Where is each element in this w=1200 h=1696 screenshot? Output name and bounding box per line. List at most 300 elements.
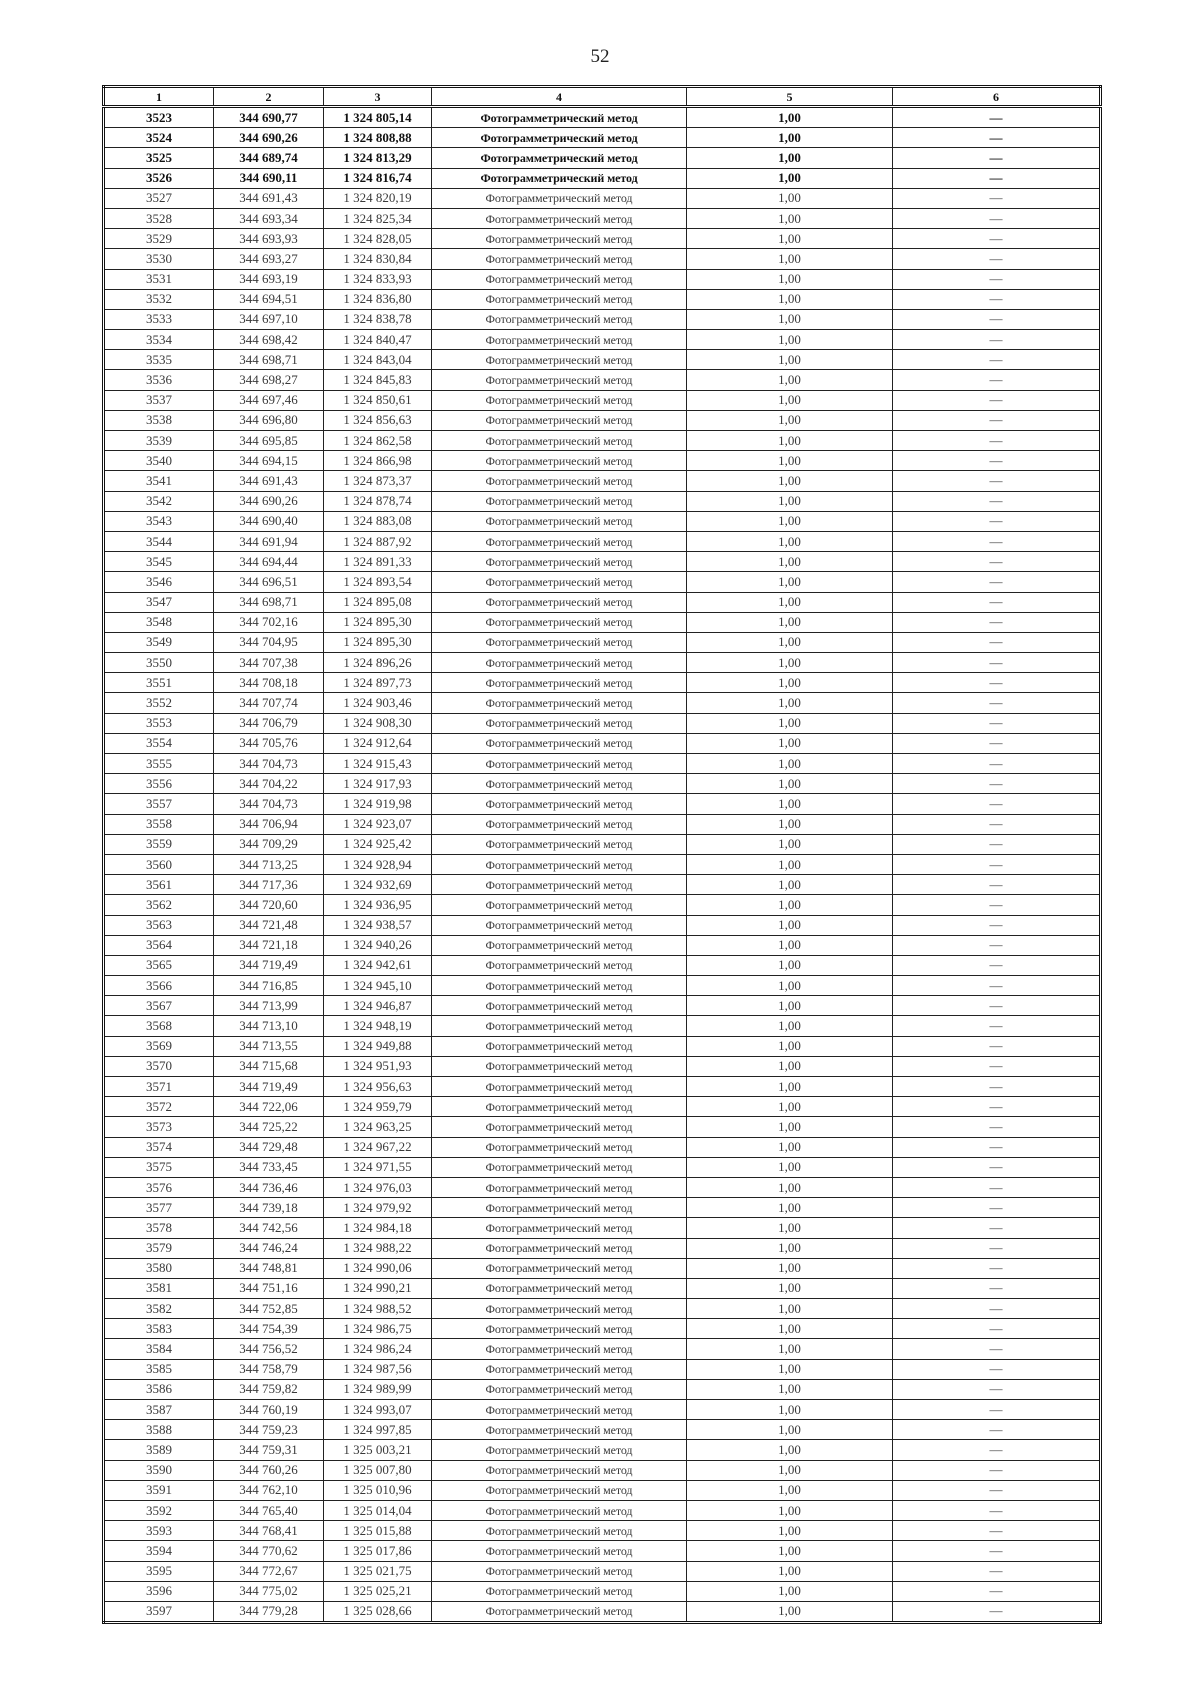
point-number-cell: 3529 <box>104 229 214 249</box>
method-cell: Фотограмметрический метод <box>432 350 687 370</box>
note-cell: — <box>893 632 1101 652</box>
y-coordinate-cell: 1 325 017,86 <box>324 1541 432 1561</box>
y-coordinate-cell: 1 324 896,26 <box>324 653 432 673</box>
accuracy-cell: 1,00 <box>687 451 893 471</box>
method-cell: Фотограмметрический метод <box>432 491 687 511</box>
note-cell: — <box>893 1420 1101 1440</box>
note-cell: — <box>893 1056 1101 1076</box>
table-row <box>104 229 1101 249</box>
method-cell: Фотограмметрический метод <box>432 552 687 572</box>
method-cell: Фотограмметрический метод <box>432 107 687 128</box>
accuracy-cell: 1,00 <box>687 854 893 874</box>
point-number-cell: 3535 <box>104 350 214 370</box>
point-number-cell: 3569 <box>104 1036 214 1056</box>
accuracy-cell: 1,00 <box>687 653 893 673</box>
point-number-cell: 3530 <box>104 249 214 269</box>
y-coordinate-cell: 1 324 997,85 <box>324 1420 432 1440</box>
table-row <box>104 1137 1101 1157</box>
note-cell: — <box>893 754 1101 774</box>
table-row <box>104 632 1101 652</box>
accuracy-cell: 1,00 <box>687 1016 893 1036</box>
y-coordinate-cell: 1 324 828,05 <box>324 229 432 249</box>
point-number-cell: 3584 <box>104 1339 214 1359</box>
point-number-cell: 3574 <box>104 1137 214 1157</box>
note-cell: — <box>893 875 1101 895</box>
table-body <box>104 107 1101 1623</box>
method-cell: Фотограмметрический метод <box>432 592 687 612</box>
note-cell: — <box>893 289 1101 309</box>
y-coordinate-cell: 1 324 843,04 <box>324 350 432 370</box>
x-coordinate-cell: 344 736,46 <box>214 1177 324 1197</box>
x-coordinate-cell: 344 768,41 <box>214 1521 324 1541</box>
method-cell: Фотограмметрический метод <box>432 713 687 733</box>
x-coordinate-cell: 344 690,26 <box>214 128 324 148</box>
method-cell: Фотограмметрический метод <box>432 249 687 269</box>
accuracy-cell: 1,00 <box>687 733 893 753</box>
method-cell: Фотограмметрический метод <box>432 1400 687 1420</box>
note-cell: — <box>893 1198 1101 1218</box>
accuracy-cell: 1,00 <box>687 1500 893 1520</box>
x-coordinate-cell: 344 754,39 <box>214 1319 324 1339</box>
method-cell: Фотограмметрический метод <box>432 1198 687 1218</box>
note-cell: — <box>893 1480 1101 1500</box>
point-number-cell: 3575 <box>104 1157 214 1177</box>
x-coordinate-cell: 344 708,18 <box>214 673 324 693</box>
y-coordinate-cell: 1 324 945,10 <box>324 976 432 996</box>
x-coordinate-cell: 344 697,10 <box>214 309 324 329</box>
note-cell: — <box>893 693 1101 713</box>
table-row <box>104 1601 1101 1622</box>
y-coordinate-cell: 1 325 010,96 <box>324 1480 432 1500</box>
table-row <box>104 774 1101 794</box>
point-number-cell: 3576 <box>104 1177 214 1197</box>
y-coordinate-cell: 1 325 007,80 <box>324 1460 432 1480</box>
point-number-cell: 3528 <box>104 208 214 228</box>
point-number-cell: 3539 <box>104 431 214 451</box>
point-number-cell: 3573 <box>104 1117 214 1137</box>
note-cell: — <box>893 1097 1101 1117</box>
table-row <box>104 289 1101 309</box>
table-row <box>104 128 1101 148</box>
method-cell: Фотограмметрический метод <box>432 754 687 774</box>
x-coordinate-cell: 344 698,42 <box>214 330 324 350</box>
method-cell: Фотограмметрический метод <box>432 1157 687 1177</box>
method-cell: Фотограмметрический метод <box>432 653 687 673</box>
method-cell: Фотограмметрический метод <box>432 1036 687 1056</box>
accuracy-cell: 1,00 <box>687 1056 893 1076</box>
method-cell: Фотограмметрический метод <box>432 1097 687 1117</box>
note-cell: — <box>893 1177 1101 1197</box>
method-cell: Фотограмметрический метод <box>432 1056 687 1076</box>
note-cell: — <box>893 653 1101 673</box>
table-row <box>104 834 1101 854</box>
note-cell: — <box>893 1500 1101 1520</box>
table-row <box>104 794 1101 814</box>
note-cell: — <box>893 1379 1101 1399</box>
x-coordinate-cell: 344 690,77 <box>214 107 324 128</box>
point-number-cell: 3597 <box>104 1601 214 1622</box>
x-coordinate-cell: 344 713,10 <box>214 1016 324 1036</box>
point-number-cell: 3578 <box>104 1218 214 1238</box>
accuracy-cell: 1,00 <box>687 370 893 390</box>
method-cell: Фотограмметрический метод <box>432 1117 687 1137</box>
point-number-cell: 3570 <box>104 1056 214 1076</box>
accuracy-cell: 1,00 <box>687 1521 893 1541</box>
note-cell: — <box>893 148 1101 168</box>
method-cell: Фотограмметрический метод <box>432 511 687 531</box>
table-row <box>104 1218 1101 1238</box>
y-coordinate-cell: 1 324 895,30 <box>324 612 432 632</box>
accuracy-cell: 1,00 <box>687 1561 893 1581</box>
accuracy-cell: 1,00 <box>687 350 893 370</box>
table-row <box>104 1258 1101 1278</box>
x-coordinate-cell: 344 693,34 <box>214 208 324 228</box>
accuracy-cell: 1,00 <box>687 1339 893 1359</box>
x-coordinate-cell: 344 693,27 <box>214 249 324 269</box>
table-row <box>104 1177 1101 1197</box>
method-cell: Фотограмметрический метод <box>432 269 687 289</box>
method-cell: Фотограмметрический метод <box>432 1339 687 1359</box>
note-cell: — <box>893 592 1101 612</box>
point-number-cell: 3580 <box>104 1258 214 1278</box>
note-cell: — <box>893 350 1101 370</box>
note-cell: — <box>893 612 1101 632</box>
note-cell: — <box>893 1157 1101 1177</box>
point-number-cell: 3552 <box>104 693 214 713</box>
note-cell: — <box>893 1319 1101 1339</box>
note-cell: — <box>893 673 1101 693</box>
x-coordinate-cell: 344 696,80 <box>214 410 324 430</box>
point-number-cell: 3590 <box>104 1460 214 1480</box>
accuracy-cell: 1,00 <box>687 1036 893 1056</box>
accuracy-cell: 1,00 <box>687 309 893 329</box>
note-cell: — <box>893 834 1101 854</box>
x-coordinate-cell: 344 690,11 <box>214 168 324 188</box>
x-coordinate-cell: 344 698,71 <box>214 350 324 370</box>
point-number-cell: 3554 <box>104 733 214 753</box>
point-number-cell: 3593 <box>104 1521 214 1541</box>
x-coordinate-cell: 344 689,74 <box>214 148 324 168</box>
method-cell: Фотограмметрический метод <box>432 1077 687 1097</box>
note-cell: — <box>893 552 1101 572</box>
point-number-cell: 3572 <box>104 1097 214 1117</box>
point-number-cell: 3589 <box>104 1440 214 1460</box>
note-cell: — <box>893 208 1101 228</box>
method-cell: Фотограмметрический метод <box>432 673 687 693</box>
accuracy-cell: 1,00 <box>687 612 893 632</box>
y-coordinate-cell: 1 324 940,26 <box>324 935 432 955</box>
accuracy-cell: 1,00 <box>687 955 893 975</box>
y-coordinate-cell: 1 324 805,14 <box>324 107 432 128</box>
point-number-cell: 3542 <box>104 491 214 511</box>
table-row <box>104 572 1101 592</box>
note-cell: — <box>893 955 1101 975</box>
table-row <box>104 1319 1101 1339</box>
y-coordinate-cell: 1 325 025,21 <box>324 1581 432 1601</box>
point-number-cell: 3585 <box>104 1359 214 1379</box>
method-cell: Фотограмметрический метод <box>432 128 687 148</box>
table-row <box>104 1077 1101 1097</box>
y-coordinate-cell: 1 324 833,93 <box>324 269 432 289</box>
y-coordinate-cell: 1 324 986,24 <box>324 1339 432 1359</box>
x-coordinate-cell: 344 690,26 <box>214 491 324 511</box>
accuracy-cell: 1,00 <box>687 1420 893 1440</box>
y-coordinate-cell: 1 324 990,06 <box>324 1258 432 1278</box>
x-coordinate-cell: 344 691,43 <box>214 188 324 208</box>
point-number-cell: 3556 <box>104 774 214 794</box>
x-coordinate-cell: 344 709,29 <box>214 834 324 854</box>
x-coordinate-cell: 344 707,74 <box>214 693 324 713</box>
table-row <box>104 955 1101 975</box>
x-coordinate-cell: 344 705,76 <box>214 733 324 753</box>
x-coordinate-cell: 344 713,55 <box>214 1036 324 1056</box>
method-cell: Фотограмметрический метод <box>432 895 687 915</box>
point-number-cell: 3583 <box>104 1319 214 1339</box>
x-coordinate-cell: 344 707,38 <box>214 653 324 673</box>
point-number-cell: 3560 <box>104 854 214 874</box>
method-cell: Фотограмметрический метод <box>432 955 687 975</box>
x-coordinate-cell: 344 713,25 <box>214 854 324 874</box>
table-row <box>104 370 1101 390</box>
method-cell: Фотограмметрический метод <box>432 1137 687 1157</box>
y-coordinate-cell: 1 324 990,21 <box>324 1278 432 1298</box>
note-cell: — <box>893 1400 1101 1420</box>
table-row <box>104 1440 1101 1460</box>
x-coordinate-cell: 344 759,31 <box>214 1440 324 1460</box>
table-row <box>104 854 1101 874</box>
note-cell: — <box>893 774 1101 794</box>
note-cell: — <box>893 1440 1101 1460</box>
x-coordinate-cell: 344 722,06 <box>214 1097 324 1117</box>
table-row <box>104 814 1101 834</box>
note-cell: — <box>893 1541 1101 1561</box>
table-row <box>104 249 1101 269</box>
point-number-cell: 3567 <box>104 996 214 1016</box>
method-cell: Фотограмметрический метод <box>432 431 687 451</box>
note-cell: — <box>893 531 1101 551</box>
y-coordinate-cell: 1 324 895,30 <box>324 632 432 652</box>
method-cell: Фотограмметрический метод <box>432 1521 687 1541</box>
y-coordinate-cell: 1 325 014,04 <box>324 1500 432 1520</box>
y-coordinate-cell: 1 324 967,22 <box>324 1137 432 1157</box>
table-row <box>104 612 1101 632</box>
y-coordinate-cell: 1 324 979,92 <box>324 1198 432 1218</box>
note-cell: — <box>893 733 1101 753</box>
y-coordinate-cell: 1 324 820,19 <box>324 188 432 208</box>
method-cell: Фотограмметрический метод <box>432 330 687 350</box>
accuracy-cell: 1,00 <box>687 1258 893 1278</box>
method-cell: Фотограмметрический метод <box>432 1258 687 1278</box>
table-row <box>104 491 1101 511</box>
accuracy-cell: 1,00 <box>687 935 893 955</box>
note-cell: — <box>893 107 1101 128</box>
table-row <box>104 1500 1101 1520</box>
accuracy-cell: 1,00 <box>687 107 893 128</box>
method-cell: Фотограмметрический метод <box>432 572 687 592</box>
table-row <box>104 754 1101 774</box>
table-row <box>104 693 1101 713</box>
table-row <box>104 168 1101 188</box>
header-col-1: 1 <box>104 87 214 107</box>
table-row <box>104 592 1101 612</box>
accuracy-cell: 1,00 <box>687 249 893 269</box>
x-coordinate-cell: 344 721,48 <box>214 915 324 935</box>
y-coordinate-cell: 1 324 951,93 <box>324 1056 432 1076</box>
accuracy-cell: 1,00 <box>687 1319 893 1339</box>
method-cell: Фотограмметрический метод <box>432 774 687 794</box>
accuracy-cell: 1,00 <box>687 1581 893 1601</box>
y-coordinate-cell: 1 324 808,88 <box>324 128 432 148</box>
point-number-cell: 3527 <box>104 188 214 208</box>
x-coordinate-cell: 344 725,22 <box>214 1117 324 1137</box>
y-coordinate-cell: 1 324 816,74 <box>324 168 432 188</box>
note-cell: — <box>893 511 1101 531</box>
accuracy-cell: 1,00 <box>687 1137 893 1157</box>
x-coordinate-cell: 344 698,27 <box>214 370 324 390</box>
page-number: 52 <box>590 46 610 67</box>
note-cell: — <box>893 1581 1101 1601</box>
table-row <box>104 875 1101 895</box>
note-cell: — <box>893 814 1101 834</box>
table-row <box>104 188 1101 208</box>
accuracy-cell: 1,00 <box>687 208 893 228</box>
point-number-cell: 3596 <box>104 1581 214 1601</box>
accuracy-cell: 1,00 <box>687 1198 893 1218</box>
point-number-cell: 3547 <box>104 592 214 612</box>
y-coordinate-cell: 1 324 856,63 <box>324 410 432 430</box>
point-number-cell: 3557 <box>104 794 214 814</box>
method-cell: Фотограмметрический метод <box>432 531 687 551</box>
accuracy-cell: 1,00 <box>687 168 893 188</box>
method-cell: Фотограмметрический метод <box>432 814 687 834</box>
y-coordinate-cell: 1 324 830,84 <box>324 249 432 269</box>
note-cell: — <box>893 794 1101 814</box>
header-col-4: 4 <box>432 87 687 107</box>
accuracy-cell: 1,00 <box>687 531 893 551</box>
table-row <box>104 996 1101 1016</box>
table-row <box>104 1420 1101 1440</box>
table-row <box>104 1460 1101 1480</box>
note-cell: — <box>893 491 1101 511</box>
accuracy-cell: 1,00 <box>687 1278 893 1298</box>
accuracy-cell: 1,00 <box>687 128 893 148</box>
note-cell: — <box>893 431 1101 451</box>
x-coordinate-cell: 344 746,24 <box>214 1238 324 1258</box>
accuracy-cell: 1,00 <box>687 814 893 834</box>
accuracy-cell: 1,00 <box>687 632 893 652</box>
y-coordinate-cell: 1 324 845,83 <box>324 370 432 390</box>
y-coordinate-cell: 1 324 956,63 <box>324 1077 432 1097</box>
x-coordinate-cell: 344 691,94 <box>214 531 324 551</box>
accuracy-cell: 1,00 <box>687 754 893 774</box>
method-cell: Фотограмметрический метод <box>432 733 687 753</box>
point-number-cell: 3543 <box>104 511 214 531</box>
note-cell: — <box>893 1016 1101 1036</box>
x-coordinate-cell: 344 772,67 <box>214 1561 324 1581</box>
x-coordinate-cell: 344 742,56 <box>214 1218 324 1238</box>
method-cell: Фотограмметрический метод <box>432 1379 687 1399</box>
table-row <box>104 915 1101 935</box>
x-coordinate-cell: 344 759,82 <box>214 1379 324 1399</box>
note-cell: — <box>893 976 1101 996</box>
accuracy-cell: 1,00 <box>687 693 893 713</box>
point-number-cell: 3549 <box>104 632 214 652</box>
x-coordinate-cell: 344 759,23 <box>214 1420 324 1440</box>
point-number-cell: 3592 <box>104 1500 214 1520</box>
method-cell: Фотограмметрический метод <box>432 976 687 996</box>
point-number-cell: 3544 <box>104 531 214 551</box>
accuracy-cell: 1,00 <box>687 794 893 814</box>
table-row <box>104 107 1101 128</box>
note-cell: — <box>893 915 1101 935</box>
note-cell: — <box>893 269 1101 289</box>
y-coordinate-cell: 1 324 825,34 <box>324 208 432 228</box>
y-coordinate-cell: 1 324 959,79 <box>324 1097 432 1117</box>
point-number-cell: 3525 <box>104 148 214 168</box>
point-number-cell: 3538 <box>104 410 214 430</box>
table-row <box>104 1379 1101 1399</box>
y-coordinate-cell: 1 324 948,19 <box>324 1016 432 1036</box>
table-row <box>104 552 1101 572</box>
y-coordinate-cell: 1 324 915,43 <box>324 754 432 774</box>
table-row <box>104 1238 1101 1258</box>
y-coordinate-cell: 1 324 873,37 <box>324 471 432 491</box>
accuracy-cell: 1,00 <box>687 148 893 168</box>
method-cell: Фотограмметрический метод <box>432 935 687 955</box>
y-coordinate-cell: 1 324 942,61 <box>324 955 432 975</box>
note-cell: — <box>893 1077 1101 1097</box>
x-coordinate-cell: 344 690,40 <box>214 511 324 531</box>
accuracy-cell: 1,00 <box>687 269 893 289</box>
y-coordinate-cell: 1 324 897,73 <box>324 673 432 693</box>
method-cell: Фотограмметрический метод <box>432 1299 687 1319</box>
note-cell: — <box>893 1036 1101 1056</box>
accuracy-cell: 1,00 <box>687 390 893 410</box>
point-number-cell: 3591 <box>104 1480 214 1500</box>
y-coordinate-cell: 1 324 988,22 <box>324 1238 432 1258</box>
y-coordinate-cell: 1 324 963,25 <box>324 1117 432 1137</box>
accuracy-cell: 1,00 <box>687 1117 893 1137</box>
y-coordinate-cell: 1 324 878,74 <box>324 491 432 511</box>
table-row <box>104 309 1101 329</box>
table-row <box>104 1056 1101 1076</box>
x-coordinate-cell: 344 719,49 <box>214 955 324 975</box>
accuracy-cell: 1,00 <box>687 673 893 693</box>
y-coordinate-cell: 1 324 936,95 <box>324 895 432 915</box>
x-coordinate-cell: 344 693,19 <box>214 269 324 289</box>
note-cell: — <box>893 330 1101 350</box>
note-cell: — <box>893 410 1101 430</box>
accuracy-cell: 1,00 <box>687 1238 893 1258</box>
table-row <box>104 673 1101 693</box>
method-cell: Фотограмметрический метод <box>432 1218 687 1238</box>
table-row <box>104 1036 1101 1056</box>
y-coordinate-cell: 1 324 988,52 <box>324 1299 432 1319</box>
table-row <box>104 713 1101 733</box>
y-coordinate-cell: 1 325 015,88 <box>324 1521 432 1541</box>
point-number-cell: 3561 <box>104 875 214 895</box>
method-cell: Фотограмметрический метод <box>432 410 687 430</box>
method-cell: Фотограмметрический метод <box>432 148 687 168</box>
point-number-cell: 3537 <box>104 390 214 410</box>
method-cell: Фотограмметрический метод <box>432 1460 687 1480</box>
point-number-cell: 3541 <box>104 471 214 491</box>
accuracy-cell: 1,00 <box>687 431 893 451</box>
x-coordinate-cell: 344 694,44 <box>214 552 324 572</box>
method-cell: Фотограмметрический метод <box>432 834 687 854</box>
accuracy-cell: 1,00 <box>687 572 893 592</box>
point-number-cell: 3526 <box>104 168 214 188</box>
